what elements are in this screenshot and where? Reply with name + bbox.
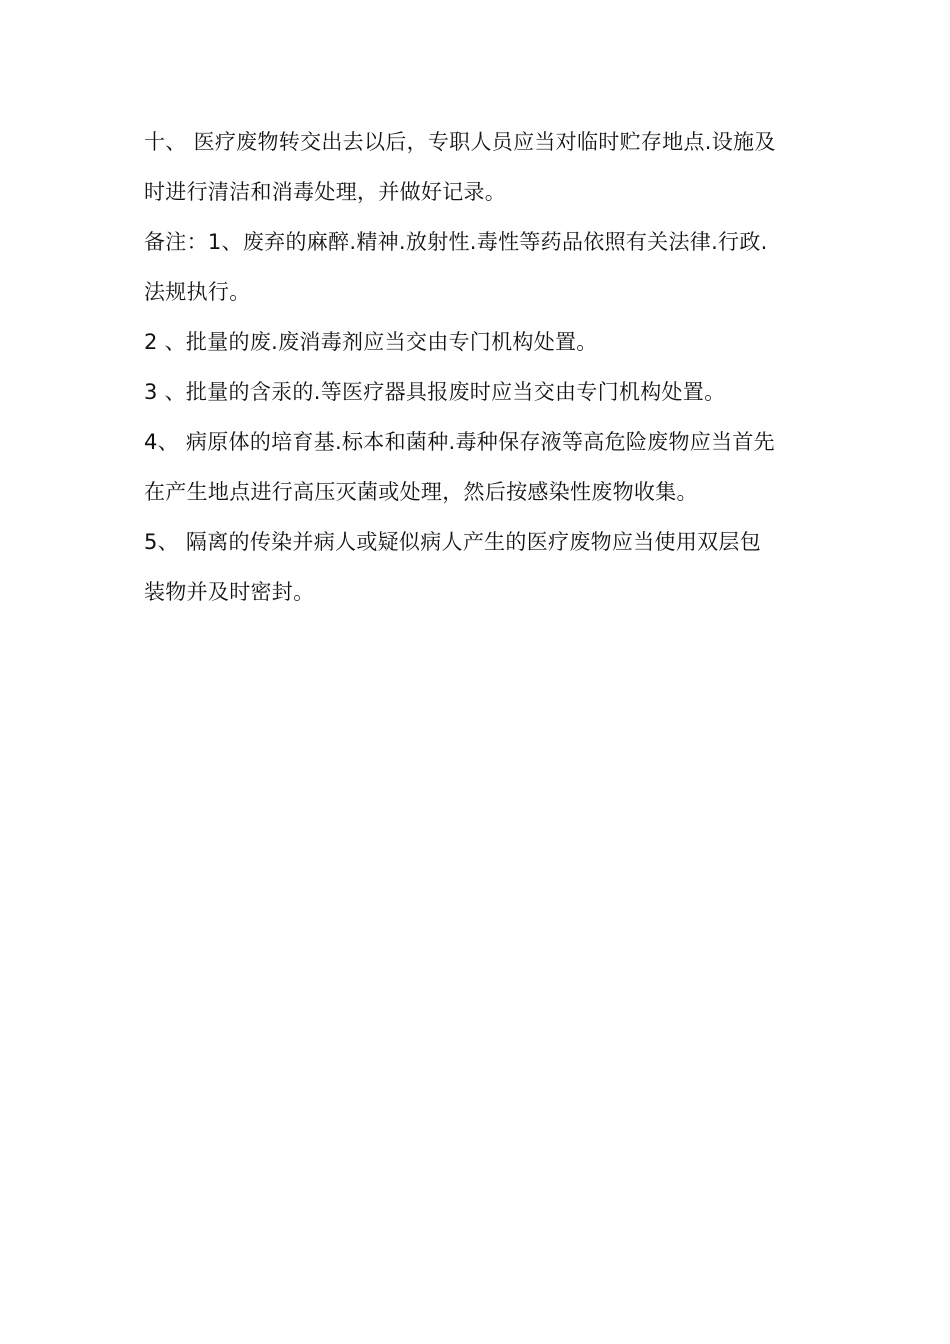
note-five-line-1: 5、 隔离的传染并病人或疑似病人产生的医疗废物应当使用双层包 <box>144 530 762 554</box>
note-one-line-2: 法规执行。 <box>144 280 251 304</box>
note-two: 2 、批量的废.废消毒剂应当交由专门机构处置。 <box>144 330 598 354</box>
note-five-line-2: 装物并及时密封。 <box>144 580 315 604</box>
document-body <box>144 128 814 606</box>
note-three: 3 、批量的含汞的.等医疗器具报废时应当交由专门机构处置。 <box>144 380 726 404</box>
note-four-line-2: 在产生地点进行高压灭菌或处理，然后按感染性废物收集。 <box>144 480 698 504</box>
item-ten-line-2: 时进行清洁和消毒处理，并做好记录。 <box>144 180 507 204</box>
note-four-line-1: 4、 病原体的培育基.标本和菌种.毒种保存液等高危险废物应当首先 <box>144 430 775 454</box>
note-one-line-1: 备注：1、废弃的麻醉.精神.放射性.毒性等药品依照有关法律.行政. <box>144 230 768 254</box>
item-ten-line-1: 十、 医疗废物转交出去以后，专职人员应当对临时贮存地点.设施及 <box>144 130 776 154</box>
